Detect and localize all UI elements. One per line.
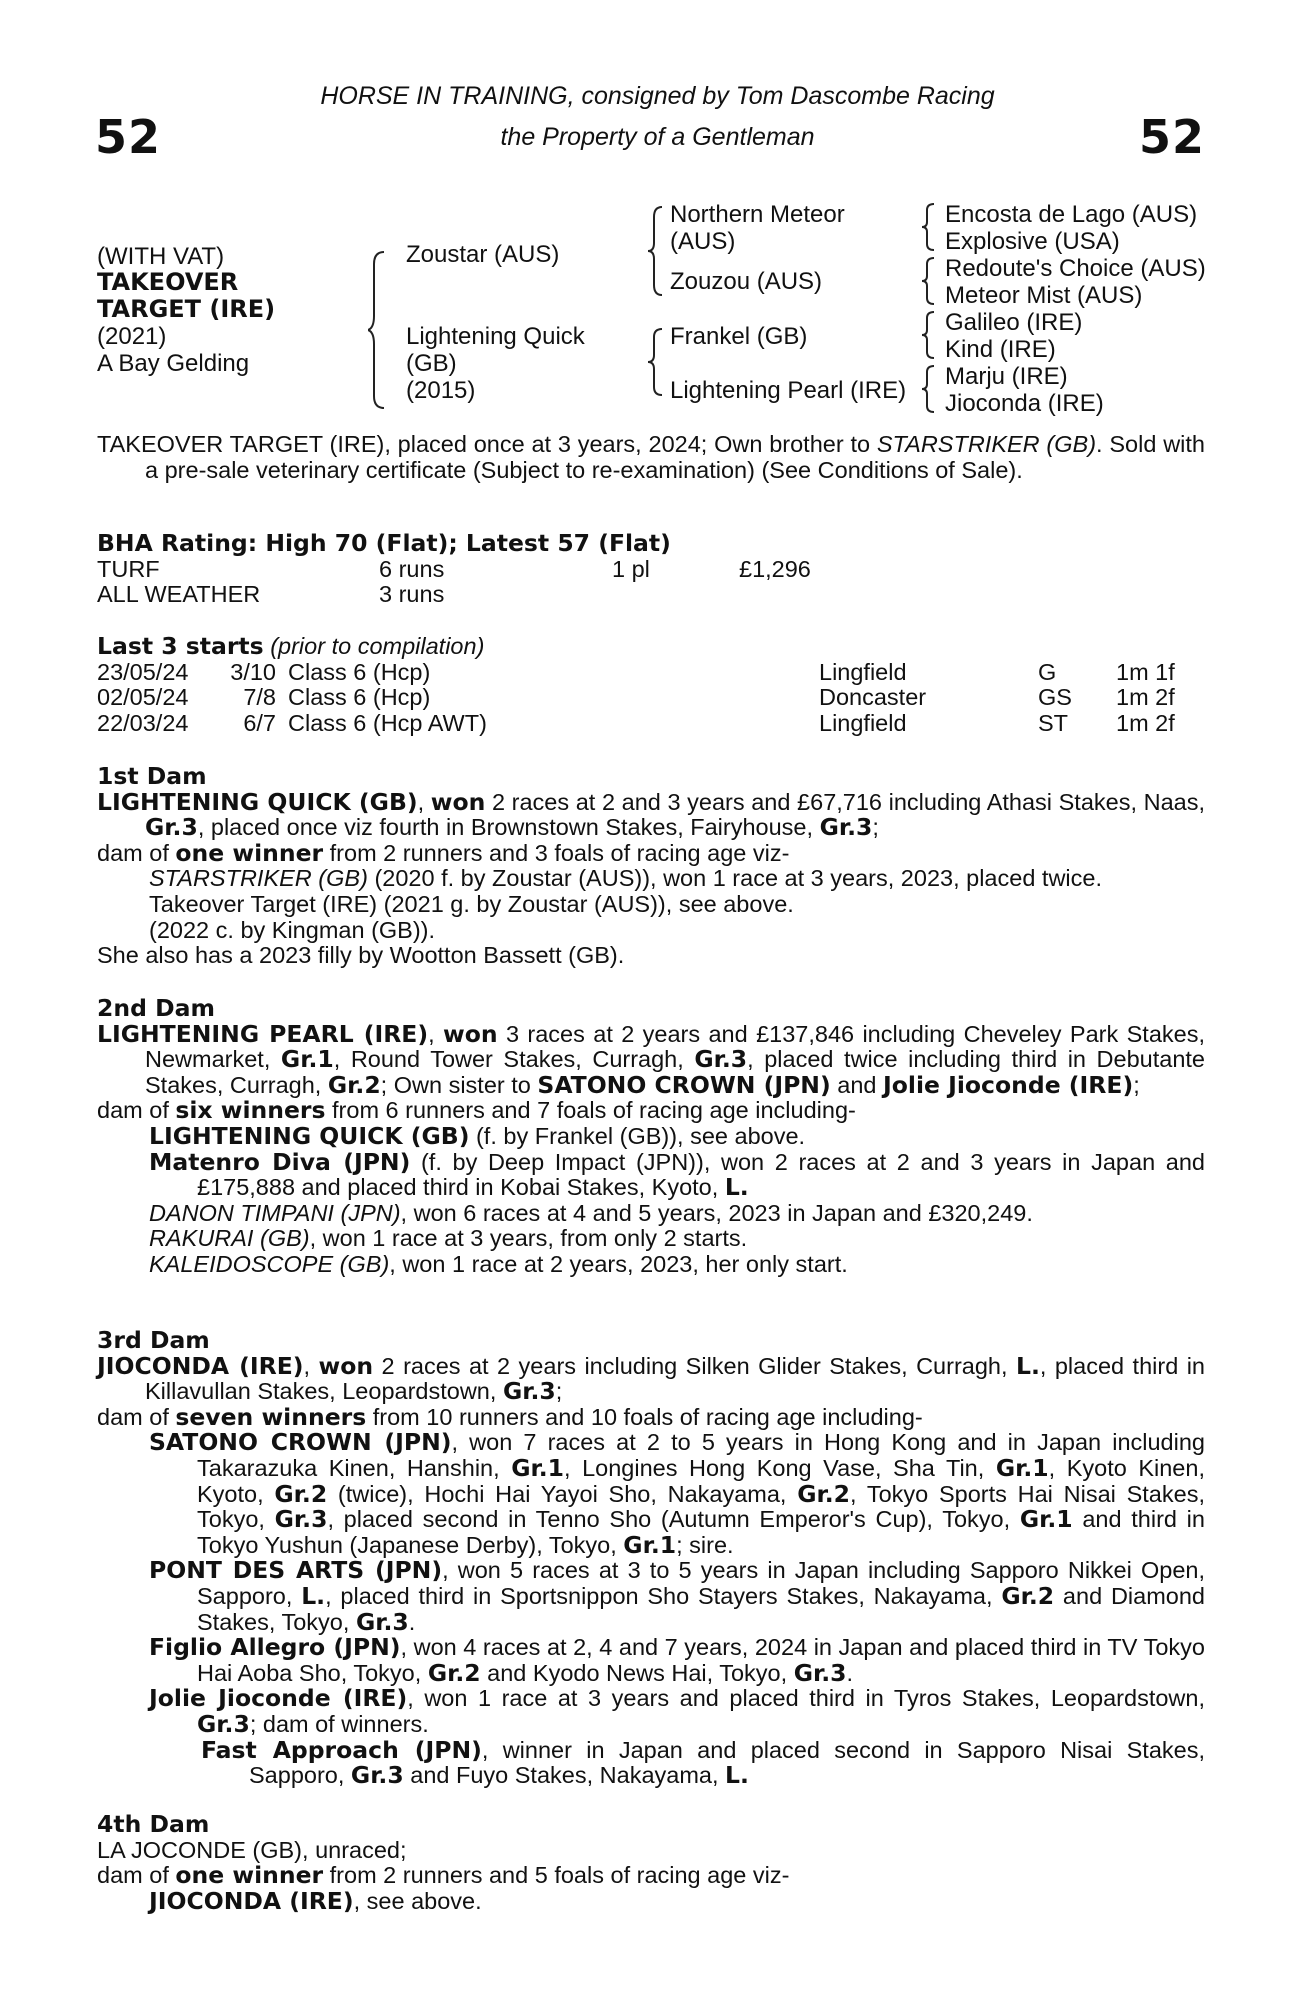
dam-line3: (2015) — [406, 377, 476, 404]
lot-number-left: 52 — [95, 110, 162, 164]
produce-summary: dam of one winner from 2 runners and 3 foals of racing age viz- — [97, 838, 790, 867]
produce-summary: dam of one winner from 2 runners and 5 foals of racing age viz- — [97, 1861, 790, 1890]
consignor-line: HORSE IN TRAINING, consigned by Tom Dascombe Racing — [320, 82, 995, 110]
produce-summary: dam of seven winners from 10 runners and 10 foals of racing age including- — [97, 1402, 923, 1431]
rating-row: TURF 6 runs 1 pl £1,296 — [97, 555, 811, 582]
gp-brace-3 — [922, 310, 938, 360]
start-row: 23/05/24 3/10 Class 6 (Hcp) Lingfield G 1m 1f — [97, 658, 1175, 685]
vat-label: (WITH VAT) — [97, 243, 225, 270]
rating-section — [97, 531, 1205, 608]
third-dam-section — [97, 1328, 1205, 1789]
dams-sire: Frankel (GB) — [670, 323, 808, 350]
produce-entry: LIGHTENING QUICK (GB) (f. by Frankel (GB)), see above. — [149, 1121, 806, 1150]
dam-brace — [648, 327, 666, 397]
rating-title: BHA Rating: High 70 (Flat); Latest 57 (Flat) — [97, 529, 671, 557]
produce-entry: PONT DES ARTS (JPN), won 5 races at 3 to 5 years in Japan including Sapporo Nikkei Open, Sapporo, L., placed third in Sportsnippon Sho Stayers Stakes, Nakayama, Gr.2 and Diamond Stakes, Tokyo, Gr.3. — [149, 1556, 1205, 1636]
last-starts-section — [97, 634, 1205, 736]
dams-dam: Lightening Pearl (IRE) — [670, 377, 907, 404]
sire-brace — [648, 205, 666, 297]
dam-record: LA JOCONDE (GB), unraced; — [97, 1836, 407, 1863]
produce-entry: Jolie Jioconde (IRE), won 1 race at 3 years and placed third in Tyros Stakes, Leopardstown, Gr.3; dam of winners. — [149, 1684, 1205, 1738]
section-heading: 1st Dam — [97, 762, 207, 790]
section-heading: 3rd Dam — [97, 1326, 210, 1354]
fourth-dam-section — [97, 1812, 1205, 1914]
gp-dss: Galileo (IRE) — [945, 309, 1083, 336]
produce-note: She also has a 2023 filly by Wootton Bassett (GB). — [97, 942, 625, 969]
gp-dsd: Kind (IRE) — [945, 336, 1056, 363]
produce-entry: (2022 c. by Kingman (GB)). — [149, 916, 436, 943]
gp-ddd: Jioconda (IRE) — [945, 390, 1104, 417]
rating-row: ALL WEATHER 3 runs — [97, 581, 445, 608]
produce-entry: STARSTRIKER (GB) (2020 f. by Zoustar (AUS)), won 1 race at 3 years, 2023, placed twice. — [149, 865, 1102, 892]
section-heading: 2nd Dam — [97, 994, 215, 1022]
sires-dam: Zouzou (AUS) — [670, 268, 823, 295]
summary-section — [97, 432, 1205, 483]
gp-ssd: Explosive (USA) — [945, 228, 1120, 255]
produce-entry: Fast Approach (JPN), winner in Japan and placed second in Sapporo Nisai Stakes, Sapporo, Gr.3 and Fuyo Stakes, Nakayama, L. — [201, 1735, 1205, 1790]
section-heading: 4th Dam — [97, 1810, 210, 1838]
last-starts-heading: Last 3 starts (prior to compilation) — [97, 632, 485, 660]
lot-number-right: 52 — [1138, 110, 1205, 164]
produce-entry: KALEIDOSCOPE (GB), won 1 race at 2 years, 2023, her only start. — [149, 1250, 848, 1277]
produce-entry: DANON TIMPANI (JPN), won 6 races at 4 and 5 years, 2023 in Japan and £320,249. — [149, 1199, 1033, 1226]
produce-entry: JIOCONDA (IRE), see above. — [149, 1886, 482, 1915]
horse-name-line1: TAKEOVER — [97, 268, 239, 296]
dam-record: LIGHTENING QUICK (GB), won 2 races at 2 and 3 years and £67,716 including Athasi Stakes, Naas, Gr.3, placed once viz fourth in Brownstown Stakes, Fairyhouse, Gr.3; — [97, 787, 1205, 842]
start-row: 02/05/24 7/8 Class 6 (Hcp) Doncaster GS 1m 2f — [97, 684, 1175, 711]
gp-sds: Redoute's Choice (AUS) — [945, 255, 1206, 282]
horse-description: A Bay Gelding — [97, 350, 250, 377]
horse-year: (2021) — [97, 323, 167, 350]
produce-entry: Figlio Allegro (JPN), won 4 races at 2, 4 and 7 years, 2024 in Japan and placed third in TV Tokyo Hai Aoba Sho, Tokyo, Gr.2 and Kyodo News Hai, Tokyo, Gr.3. — [149, 1633, 1205, 1687]
horse-name-line2: TARGET (IRE) — [97, 295, 276, 323]
sire-dam-brace — [368, 250, 390, 410]
gp-dds: Marju (IRE) — [945, 363, 1068, 390]
gp-sdd: Meteor Mist (AUS) — [945, 282, 1143, 309]
produce-entry: RAKURAI (GB), won 1 race at 3 years, from only 2 starts. — [149, 1225, 748, 1252]
gp-brace-4 — [922, 364, 938, 414]
dam-record: LIGHTENING PEARL (IRE), won 3 races at 2 years and £137,846 including Cheveley Park Stakes, Newmarket, Gr.1, Round Tower Stakes, Curragh, Gr.3, placed twice including third in Debutante Stakes, Curragh, Gr.2; Own sister to SATONO CROWN (JPN) and Jolie Jioconde (IRE); — [97, 1019, 1205, 1099]
produce-summary: dam of six winners from 6 runners and 7 foals of racing age including- — [97, 1096, 856, 1125]
start-row: 22/03/24 6/7 Class 6 (Hcp AWT) Lingfield ST 1m 2f — [97, 709, 1175, 736]
sires-sire-line1: Northern Meteor — [670, 201, 845, 228]
sires-sire-line2: (AUS) — [670, 228, 736, 255]
produce-entry: Takeover Target (IRE) (2021 g. by Zoustar (AUS)), see above. — [149, 890, 794, 917]
gp-brace-1 — [922, 202, 938, 252]
property-line: the Property of a Gentleman — [500, 123, 815, 151]
summary-text: TAKEOVER TARGET (IRE), placed once at 3 years, 2024; Own brother to STARSTRIKER (GB). Sold with a pre-sale veterinary certificate (Subject to re-examination) (See Conditions of Sale). — [97, 431, 1205, 483]
produce-entry: Matenro Diva (JPN) (f. by Deep Impact (JPN)), won 2 races at 2 and 3 years in Japan and £175,888 and placed third in Kobai Stakes, Kyoto, L. — [149, 1147, 1205, 1202]
first-dam-section — [97, 764, 1205, 969]
sire: Zoustar (AUS) — [406, 241, 560, 268]
second-dam-section — [97, 996, 1205, 1278]
dam-line1: Lightening Quick — [406, 323, 585, 350]
produce-entry: SATONO CROWN (JPN), won 7 races at 2 to 5 years in Hong Kong and in Japan including Takarazuka Kinen, Hanshin, Gr.1, Longines Hong Kong Vase, Sha Tin, Gr.1, Kyoto Kinen, Kyoto, Gr.2 (twice), Hochi Hai Yayoi Sho, Nakayama, Gr.2, Tokyo Sports Hai Nisai Stakes, Tokyo, Gr.3, placed second in Tenno Sho (Autumn Emperor's Cup), Tokyo, Gr.1 and third in Tokyo Yushun (Japanese Derby), Tokyo, Gr.1; sire. — [149, 1428, 1205, 1559]
gp-brace-2 — [922, 256, 938, 306]
dam-record: JIOCONDA (IRE), won 2 races at 2 years including Silken Glider Stakes, Curragh, L., placed third in Killavullan Stakes, Leopardstown, Gr.3; — [97, 1351, 1206, 1406]
gp-sss: Encosta de Lago (AUS) — [945, 201, 1198, 228]
dam-line2: (GB) — [406, 350, 457, 377]
